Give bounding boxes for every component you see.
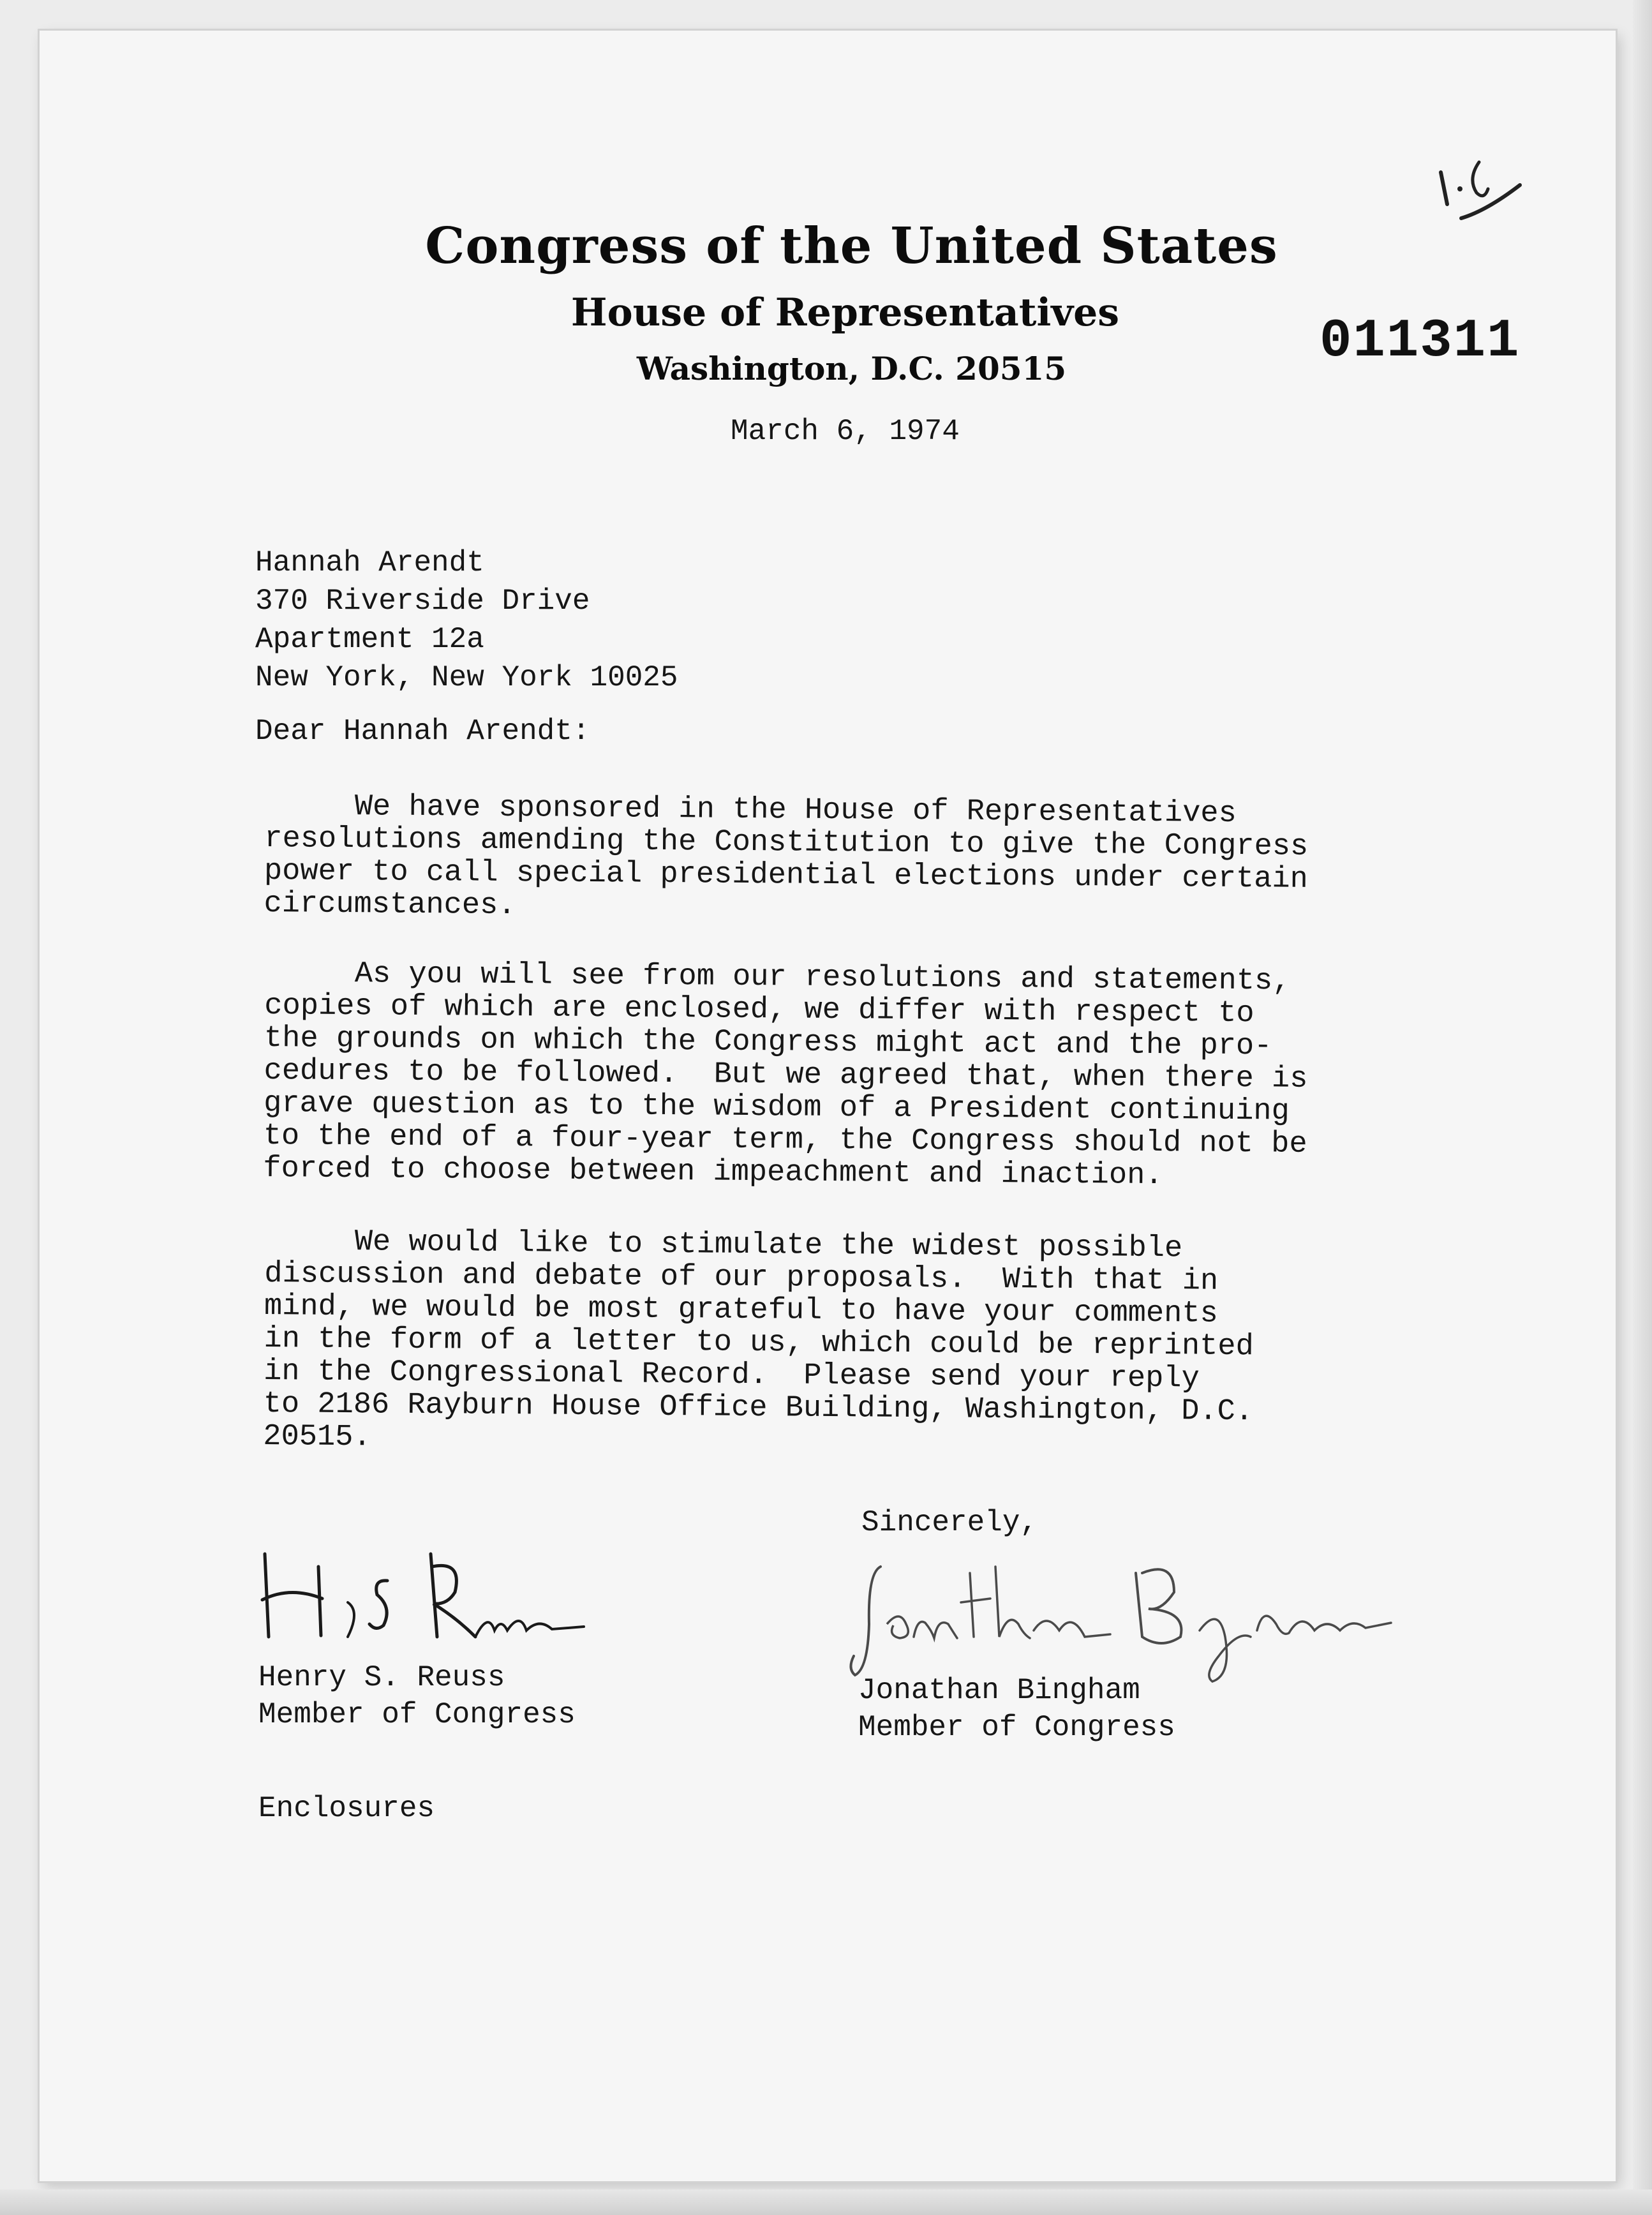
paragraph-line: circumstances. [264,886,516,923]
signer-right-name: Jonathan Bingham [858,1674,1140,1707]
paragraph-line: 20515. [263,1419,371,1455]
paragraph-line: cedures to be followed. But we agreed that, when there is [264,1054,1308,1096]
signer-left-name: Henry S. Reuss [258,1661,505,1694]
paragraph-line: resolutions amending the Constitution to give the Congress [264,821,1309,864]
paragraph-line: forced to choose between impeachment and inaction. [263,1151,1163,1193]
closing: Sincerely, [861,1506,1038,1539]
paragraph-3 [263,1225,1432,1462]
recipient-apartment: Apartment 12a [255,623,484,656]
letterhead-house: House of Representatives [570,290,1120,335]
document-number: 011311 [1320,311,1521,372]
signer-right-title: Member of Congress [858,1711,1175,1744]
letter-date: March 6, 1974 [731,415,960,448]
letterhead-title: Congress of the United States [425,217,1278,275]
paragraph-line: mind, we would be most grateful to have your comments [264,1289,1219,1331]
paragraph-line: to the end of a four-year term, the Congress should not be [263,1119,1307,1161]
handwritten-mark-icon [1423,147,1531,236]
recipient-name: Hannah Arendt [255,546,484,579]
enclosures-note: Enclosures [258,1792,435,1825]
paragraph-line: power to call special presidential elections under certain [264,854,1309,897]
recipient-address [255,544,678,697]
paragraph-line: the grounds on which the Congress might act and the pro- [264,1021,1272,1064]
scan-edge-bottom [0,2189,1652,2215]
paragraph-2 [263,957,1432,1194]
paragraph-line: We would like to stimulate the widest possible [264,1225,1183,1266]
recipient-street: 370 Riverside Drive [255,585,590,618]
signer-right-block [858,1672,1175,1746]
paragraph-line: in the form of a letter to us, which could be reprinted [264,1322,1254,1364]
paragraph-line: grave question as to the wisdom of a President continuing [263,1086,1290,1129]
paragraph-line: As you will see from our resolutions and statements, [264,957,1291,999]
paragraph-line: to 2186 Rayburn House Office Building, Washington, D.C. [263,1387,1254,1429]
paragraph-line: discussion and debate of our proposals. With that in [264,1257,1219,1299]
recipient-city: New York, New York 10025 [255,661,678,694]
paragraph-line: in the Congressional Record. Please send your reply [263,1354,1200,1396]
signer-left-title: Member of Congress [258,1698,576,1731]
signature-henry-reuss [252,1541,597,1656]
paragraph-line: We have sponsored in the House of Representatives [264,789,1237,831]
paragraph-1 [264,790,1432,929]
signer-left-block [258,1659,576,1733]
salutation: Dear Hannah Arendt: [255,715,590,748]
letterhead-address: Washington, D.C. 20515 [636,350,1067,387]
paragraph-line: copies of which are enclosed, we differ with respect to [264,988,1254,1031]
